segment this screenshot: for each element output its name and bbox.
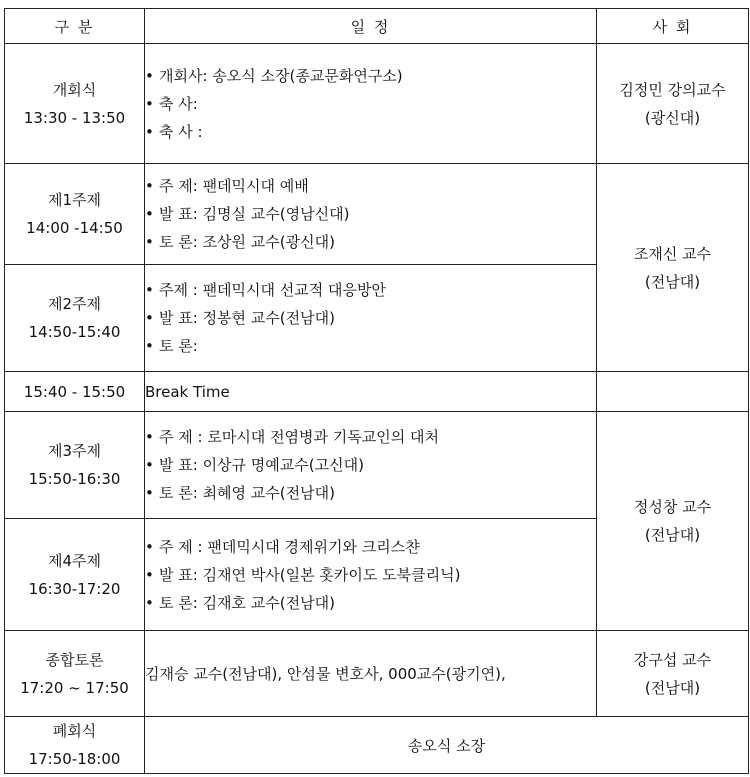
closing-time: 17:50-18:00	[28, 750, 121, 768]
topic1-agenda	[145, 164, 597, 265]
closing-row	[5, 717, 749, 774]
discussion-row	[5, 631, 749, 717]
topic4-section	[5, 519, 145, 631]
topic2-time: 14:50-15:40	[28, 323, 121, 341]
schedule-table	[4, 8, 749, 774]
list-item: • 발 표: 김명실 교수(영남신대)	[145, 205, 350, 223]
discussion-panel: 김재승 교수(전남대), 안섬물 변호사, 000교수(광기연),	[145, 631, 597, 717]
discussion-name: 종합토론	[45, 650, 104, 669]
list-item: • 발 표: 정봉현 교수(전남대)	[145, 309, 335, 327]
list-item: • 발 표: 이상규 명예교수(고신대)	[145, 456, 364, 474]
closing-section	[5, 717, 145, 774]
discussion-time: 17:20 ~ 17:50	[20, 678, 129, 697]
moderator-topics-3-4: 정성창 교수 (전남대)	[597, 412, 749, 631]
topic2-name: 제2주제	[47, 295, 101, 313]
list-item: • 토 론: 최혜영 교수(전남대)	[145, 484, 335, 502]
topic4-name: 제4주제	[47, 551, 101, 570]
topic1-name: 제1주제	[47, 191, 101, 209]
topic3-agenda	[145, 412, 597, 519]
opening-agenda	[145, 44, 597, 164]
header-section: 구 분	[5, 9, 145, 44]
topic3-time: 15:50-16:30	[28, 470, 121, 488]
opening-moderator: 김정민 강의교수 (광신대)	[597, 44, 749, 164]
list-item: • 주 제 : 팬데믹시대 경제위기와 크리스챤	[145, 537, 420, 556]
topic4-time: 16:30-17:20	[28, 579, 121, 598]
topic3-section	[5, 412, 145, 519]
topic2-section	[5, 265, 145, 372]
opening-time: 13:30 - 13:50	[23, 108, 126, 127]
discussion-section	[5, 631, 145, 717]
list-item: • 축 사 :	[145, 122, 203, 141]
list-item: • 발 표: 김재연 박사(일본 홋카이도 도북클리닉)	[145, 565, 461, 584]
opening-section	[5, 44, 145, 164]
topic2-agenda	[145, 265, 597, 372]
header-moderator: 사 회	[597, 9, 749, 44]
list-item: • 주제 : 팬데믹시대 선교적 대응방안	[145, 281, 386, 299]
list-item: • 주 제: 팬데믹시대 예배	[145, 177, 309, 195]
list-item: • 개회사: 송오식 소장(종교문화연구소)	[145, 66, 403, 85]
topic3-name: 제3주제	[47, 442, 101, 460]
topic4-agenda	[145, 519, 597, 631]
topic1-time: 14:00 -14:50	[26, 219, 123, 237]
break-time: 15:40 - 15:50	[5, 372, 145, 412]
closing-name: 폐회식	[52, 722, 97, 740]
closing-text: 송오식 소장	[145, 717, 749, 774]
break-moderator-empty	[597, 372, 749, 412]
topic3-row	[5, 412, 749, 519]
list-item: • 토 론:	[145, 337, 198, 355]
break-row	[5, 372, 749, 412]
topic1-section	[5, 164, 145, 265]
moderator-topics-1-2: 조재신 교수 (전남대)	[597, 164, 749, 372]
topic1-row	[5, 164, 749, 265]
opening-name: 개회식	[52, 80, 97, 99]
list-item: • 토 론: 조상원 교수(광신대)	[145, 233, 335, 251]
header-row	[5, 9, 749, 44]
list-item: • 축 사:	[145, 94, 198, 113]
break-label: Break Time	[145, 372, 597, 412]
header-schedule: 일 정	[145, 9, 597, 44]
discussion-moderator: 강구섭 교수 (전남대)	[597, 631, 749, 717]
list-item: • 주 제 : 로마시대 전염병과 기독교인의 대처	[145, 428, 439, 446]
opening-row	[5, 44, 749, 164]
list-item: • 토 론: 김재호 교수(전남대)	[145, 593, 335, 612]
